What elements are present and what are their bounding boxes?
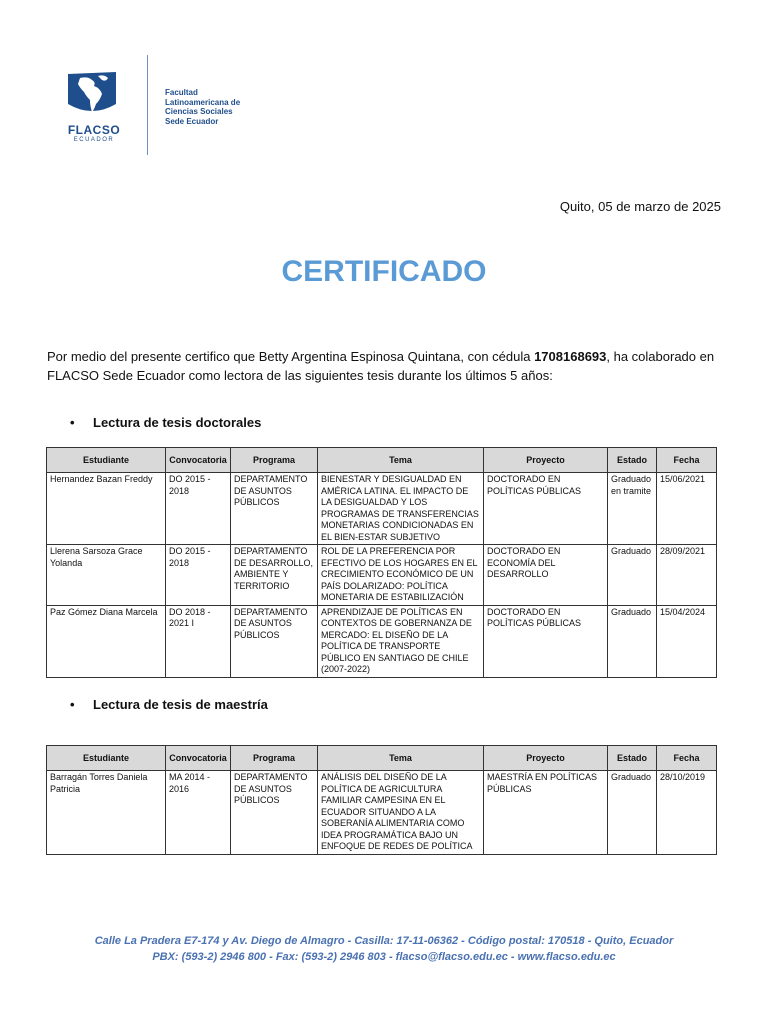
column-header: Estado	[608, 448, 657, 473]
column-header: Fecha	[657, 746, 717, 771]
cell-status: Graduado	[608, 605, 657, 677]
column-header: Programa	[231, 746, 318, 771]
column-header: Proyecto	[484, 448, 608, 473]
cell-project: DOCTORADO EN POLÍTICAS PÚBLICAS	[484, 605, 608, 677]
cell-cohort: MA 2014 - 2016	[166, 771, 231, 855]
cell-topic: BIENESTAR Y DESIGUALDAD EN AMÉRICA LATINA. EL IMPACTO DE LA DESIGUALDAD Y LOS PROGRAMAS DE TRANSFERENCIAS MONETARIAS CONDICIONADAS EN EL BIEN-ESTAR SUBJETIVO	[318, 473, 484, 545]
column-header: Tema	[318, 448, 484, 473]
column-header: Tema	[318, 746, 484, 771]
table-row	[47, 545, 717, 606]
cell-cohort: DO 2015 - 2018	[166, 545, 231, 606]
cell-date: 28/10/2019	[657, 771, 717, 855]
doctoral-heading-text: Lectura de tesis doctorales	[93, 415, 262, 430]
cell-student: Barragán Torres Daniela Patricia	[47, 771, 166, 855]
column-header: Convocatoria	[166, 448, 231, 473]
cell-cohort: DO 2018 - 2021 I	[166, 605, 231, 677]
faculty-line: Facultad	[165, 88, 198, 97]
intro-paragraph	[47, 347, 722, 385]
cell-program: DEPARTAMENTO DE ASUNTOS PÚBLICOS	[231, 771, 318, 855]
table-row	[47, 771, 717, 855]
column-header: Convocatoria	[166, 746, 231, 771]
bullet-icon: •	[70, 697, 75, 712]
flacso-logo	[66, 70, 122, 143]
doctoral-table	[46, 447, 717, 678]
intro-text-after: , ha colaborado en FLACSO Sede Ecuador como lectora de las siguientes tesis durante los últimos 5 años:	[47, 349, 715, 383]
cell-topic: ROL DE LA PREFERENCIA POR EFECTIVO DE LOS HOGARES EN EL CRECIMIENTO ECONÓMICO DE UN PAÍS DOLARIZADO: POLÍTICA MONETARIA DE ESTABILIZACIÓN	[318, 545, 484, 606]
document-date: Quito, 05 de marzo de 2025	[559, 199, 721, 214]
logo-divider	[147, 55, 148, 155]
cell-status: Graduado en tramite	[608, 473, 657, 545]
bullet-icon: •	[70, 415, 75, 430]
doctoral-section-heading	[70, 415, 261, 430]
logo-name: FLACSO	[67, 123, 121, 137]
cell-program: DEPARTAMENTO DE DESARROLLO, AMBIENTE Y TERRITORIO	[231, 545, 318, 606]
column-header: Estado	[608, 746, 657, 771]
cell-date: 15/06/2021	[657, 473, 717, 545]
cell-status: Graduado	[608, 771, 657, 855]
masters-section-heading	[70, 697, 268, 712]
cell-student: Hernandez Bazan Freddy	[47, 473, 166, 545]
table-row	[47, 605, 717, 677]
cell-date: 28/09/2021	[657, 545, 717, 606]
document-title: CERTIFICADO	[281, 255, 487, 288]
cell-program: DEPARTAMENTO DE ASUNTOS PÚBLICOS	[231, 605, 318, 677]
column-header: Programa	[231, 448, 318, 473]
cell-project: DOCTORADO EN ECONOMÍA DEL DESARROLLO	[484, 545, 608, 606]
faculty-line: Sede Ecuador	[165, 116, 219, 126]
cell-date: 15/04/2024	[657, 605, 717, 677]
cell-cohort: DO 2015 - 2018	[166, 473, 231, 545]
cell-student: Llerena Sarsoza Grace Yolanda	[47, 545, 166, 606]
cell-project: MAESTRÍA EN POLÍTICAS PÚBLICAS	[484, 771, 608, 855]
footer-address: Calle La Pradera E7-174 y Av. Diego de Almagro - Casilla: 17-11-06362 - Código postal: 170518 - Quito, Ecuador	[94, 935, 674, 947]
masters-table	[46, 745, 717, 855]
column-header: Estudiante	[47, 746, 166, 771]
masters-heading-text: Lectura de tesis de maestría	[93, 697, 268, 712]
cell-topic: APRENDIZAJE DE POLÍTICAS EN CONTEXTOS DE GOBERNANZA DE MERCADO: EL DISEÑO DE LA POLÍTICA DE TRANSPORTE PÚBLICO EN SANTIAGO DE CHILE (2007-2022)	[318, 605, 484, 677]
cell-status: Graduado	[608, 545, 657, 606]
logo-subtitle: ECUADOR	[73, 137, 115, 143]
table-header-row	[47, 448, 717, 473]
column-header: Estudiante	[47, 448, 166, 473]
table-header-row	[47, 746, 717, 771]
intro-text-before: Por medio del presente certifico que Betty Argentina Espinosa Quintana, con cédula	[47, 349, 535, 364]
cell-project: DOCTORADO EN POLÍTICAS PÚBLICAS	[484, 473, 608, 545]
id-number: 1708168693	[534, 349, 607, 364]
cell-program: DEPARTAMENTO DE ASUNTOS PÚBLICOS	[231, 473, 318, 545]
faculty-name	[165, 88, 240, 126]
cell-student: Paz Gómez Diana Marcela	[47, 605, 166, 677]
cell-topic: ANÁLISIS DEL DISEÑO DE LA POLÍTICA DE AGRICULTURA FAMILIAR CAMPESINA EN EL ECUADOR SITUANDO A LA SOBERANÍA ALIMENTARIA COMO IDEA PROGRAMÁTICA BAJO UN ENFOQUE DE REDES DE POLÍTICA	[318, 771, 484, 855]
column-header: Fecha	[657, 448, 717, 473]
footer-contact: PBX: (593-2) 2946 800 - Fax: (593-2) 2946 803 - flacso@flacso.edu.ec - www.flacso.edu.ec	[152, 951, 616, 963]
faculty-line: Ciencias Sociales	[165, 107, 233, 116]
table-row	[47, 473, 717, 545]
column-header: Proyecto	[484, 746, 608, 771]
faculty-line: Latinoamericana de	[165, 97, 241, 107]
globe-americas-icon	[66, 70, 118, 116]
